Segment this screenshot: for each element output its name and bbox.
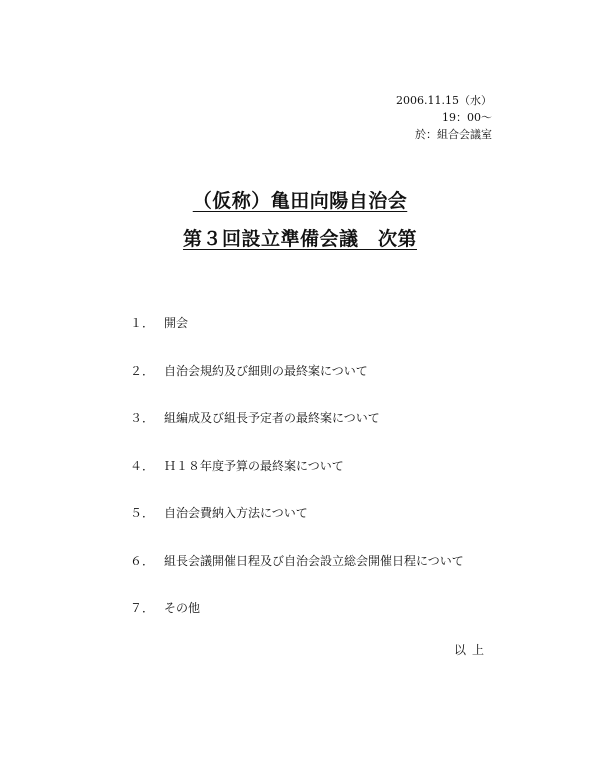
- meeting-venue: 於：組合会議室: [415, 128, 492, 141]
- meeting-date: 2006.11.15（水）: [396, 94, 492, 107]
- agenda-item-number: ６．: [130, 553, 155, 568]
- agenda-item: [130, 456, 530, 504]
- agenda-item: [130, 503, 530, 551]
- agenda-item-text: 自治会規約及び細則の最終案について: [164, 363, 368, 378]
- title-meeting: 第３回設立準備会議 次第: [182, 228, 417, 250]
- closing-remark: 以上: [453, 643, 490, 657]
- meeting-time: 19：00～: [442, 111, 492, 124]
- agenda-item: [130, 551, 530, 599]
- agenda-item-text: 自治会費納入方法について: [164, 506, 308, 520]
- agenda-item: [130, 408, 530, 456]
- agenda-item-number: ４．: [130, 458, 155, 473]
- agenda-item-text: Ｈ１８年度予算の最終案について: [164, 458, 344, 473]
- title-organization: （仮称）亀田向陽自治会: [192, 190, 408, 212]
- agenda-item-number: １．: [130, 316, 155, 330]
- agenda-item-number: ２．: [130, 363, 155, 378]
- meeting-info: [396, 92, 492, 143]
- agenda-item: [130, 598, 530, 646]
- agenda-item: [130, 313, 530, 361]
- agenda-list: [130, 313, 530, 646]
- agenda-item-text: その他: [164, 601, 201, 615]
- agenda-item-number: ５．: [130, 506, 155, 520]
- agenda-item-text: 組長会議開催日程及び自治会設立総会開催日程について: [164, 553, 464, 568]
- agenda-item-text: 組編成及び組長予定者の最終案について: [164, 411, 380, 425]
- agenda-item-number: ７．: [130, 601, 155, 615]
- document-title: [0, 186, 600, 262]
- agenda-item: [130, 361, 530, 409]
- agenda-item-number: ３．: [130, 411, 155, 425]
- agenda-item-text: 開会: [164, 316, 189, 330]
